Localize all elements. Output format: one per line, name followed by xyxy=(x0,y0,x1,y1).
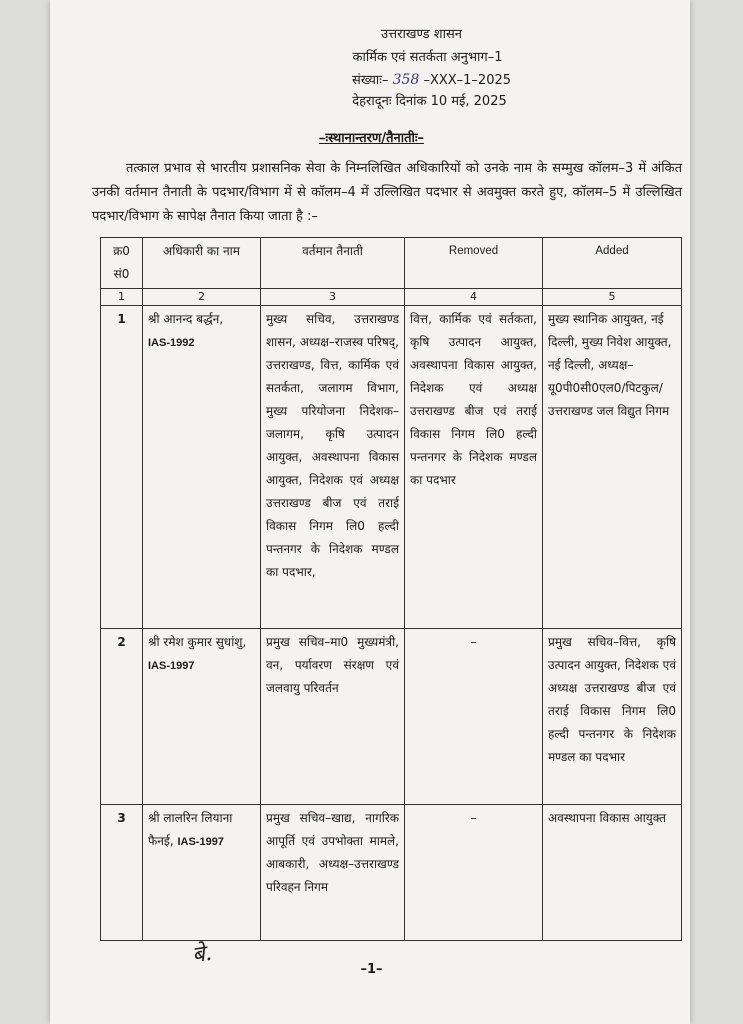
transfer-table xyxy=(100,237,682,941)
place-date: देहरादूनः दिनांक 10 मई, 2025 xyxy=(352,94,507,109)
col-number: 3 xyxy=(261,289,405,306)
table-row xyxy=(101,805,682,941)
row-officer xyxy=(143,306,261,629)
govt-header: उत्तराखण्ड शासन xyxy=(381,27,462,42)
section-header: कार्मिक एवं सतर्कता अनुभाग–1 xyxy=(352,50,503,65)
order-paragraph: तत्काल प्रभाव से भारतीय प्रशासनिक सेवा के निम्नलिखित अधिकारियों को उनके नाम के सम्मुख कॉलम–3 में अंकित उनकी वर्तमान तैनाती के पदभार/विभाग में से कॉलम–4 में उल्लिखित पदभार से अवमुक्त करते हुए, कॉलम–5 में उल्लिखित पदभार/विभाग के सापेक्ष तैनात किया जाता है :– xyxy=(92,161,682,224)
order-number xyxy=(60,72,743,89)
col-number: 1 xyxy=(101,289,143,306)
header-current-posting: वर्तमान तैनाती xyxy=(261,238,405,289)
officer-name: श्री रमेश कुमार सुधांशु, xyxy=(148,635,247,649)
officer-batch: IAS-1992 xyxy=(148,337,195,349)
header-sn: क्र0 सं0 xyxy=(101,238,143,289)
header-officer-name: अधिकारी का नाम xyxy=(143,238,261,289)
row-officer xyxy=(143,805,261,941)
col-number: 4 xyxy=(405,289,543,306)
row-current-posting: प्रमुख सचिव–खाद्य, नागरिक आपूर्ति एवं उपभोक्ता मामले, आबकारी, अध्यक्ष–उत्तराखण्ड परिवहन निगम xyxy=(261,805,405,941)
header-removed: Removed xyxy=(405,238,543,289)
row-added: प्रमुख सचिव–वित्त, कृषि उत्पादन आयुक्त, निदेशक एवं अध्यक्ष उत्तराखण्ड बीज एवं तराई विकास निगम लि0 हल्दी पन्तनगर के निदेशक मण्डल का पदभार xyxy=(543,629,682,805)
row-sn: 2 xyxy=(101,629,143,805)
officer-batch: IAS-1997 xyxy=(148,660,195,672)
col-number: 2 xyxy=(143,289,261,306)
row-officer xyxy=(143,629,261,805)
row-removed: – xyxy=(405,805,543,941)
order-number-suffix: –XXX–1–2025 xyxy=(423,73,512,88)
order-number-prefix: संख्याः– xyxy=(351,73,389,88)
officer-name: श्री लालरिन लियाना फैनई, xyxy=(148,811,233,848)
order-number-handwritten: 358 xyxy=(392,72,420,88)
row-sn: 1 xyxy=(101,306,143,629)
table-row xyxy=(101,306,682,629)
row-current-posting: मुख्य सचिव, उत्तराखण्ड शासन, अध्यक्ष–राजस्व परिषद्, उत्तराखण्ड, वित्त, कार्मिक एवं सतर्कता, जलागम विभाग, मुख्य परियोजना निदेशक–जलागम, कृषि उत्पादन आयुक्त, अवस्थापना विकास आयुक्त, निदेशक एवं अध्यक्ष उत्तराखण्ड बीज एवं तराई विकास निगम लि0 हल्दी पन्तनगर के निदेशक मण्डल का पदभार, xyxy=(261,306,405,629)
row-current-posting: प्रमुख सचिव–मा0 मुख्यमंत्री, वन, पर्यावरण संरक्षण एवं जलवायु परिवर्तन xyxy=(261,629,405,805)
row-added: मुख्य स्थानिक आयुक्त, नई दिल्ली, मुख्य निवेश आयुक्त, नई दिल्ली, अध्यक्ष–यू0पी0सी0एल0/पिटकुल/उत्तराखण्ड जल विद्युत निगम xyxy=(543,306,682,629)
officer-batch: IAS-1997 xyxy=(177,836,224,848)
subject-line: –ःस्थानान्तरण/तैनातीः– xyxy=(319,131,424,146)
row-removed: वित्त, कार्मिक एवं सर्तकता, कृषि उत्पादन आयुक्त, अवस्थापना विकास आयुक्त, निदेशक एवं अध्यक्ष उत्तराखण्ड बीज एवं तराई विकास निगम लि0 हल्दी पन्तनगर के निदेशक मण्डल का पदभार xyxy=(405,306,543,629)
officer-name: श्री आनन्द बर्द्धन, xyxy=(148,312,224,326)
table-row xyxy=(101,629,682,805)
column-number-row xyxy=(101,289,682,306)
table-header-row xyxy=(101,238,682,289)
row-removed: – xyxy=(405,629,543,805)
col-number: 5 xyxy=(543,289,682,306)
row-added: अवस्थापना विकास आयुक्त xyxy=(543,805,682,941)
page-number: –1– xyxy=(360,962,383,977)
header-added: Added xyxy=(543,238,682,289)
initials-signature: बे. xyxy=(190,940,214,969)
row-sn: 3 xyxy=(101,805,143,941)
